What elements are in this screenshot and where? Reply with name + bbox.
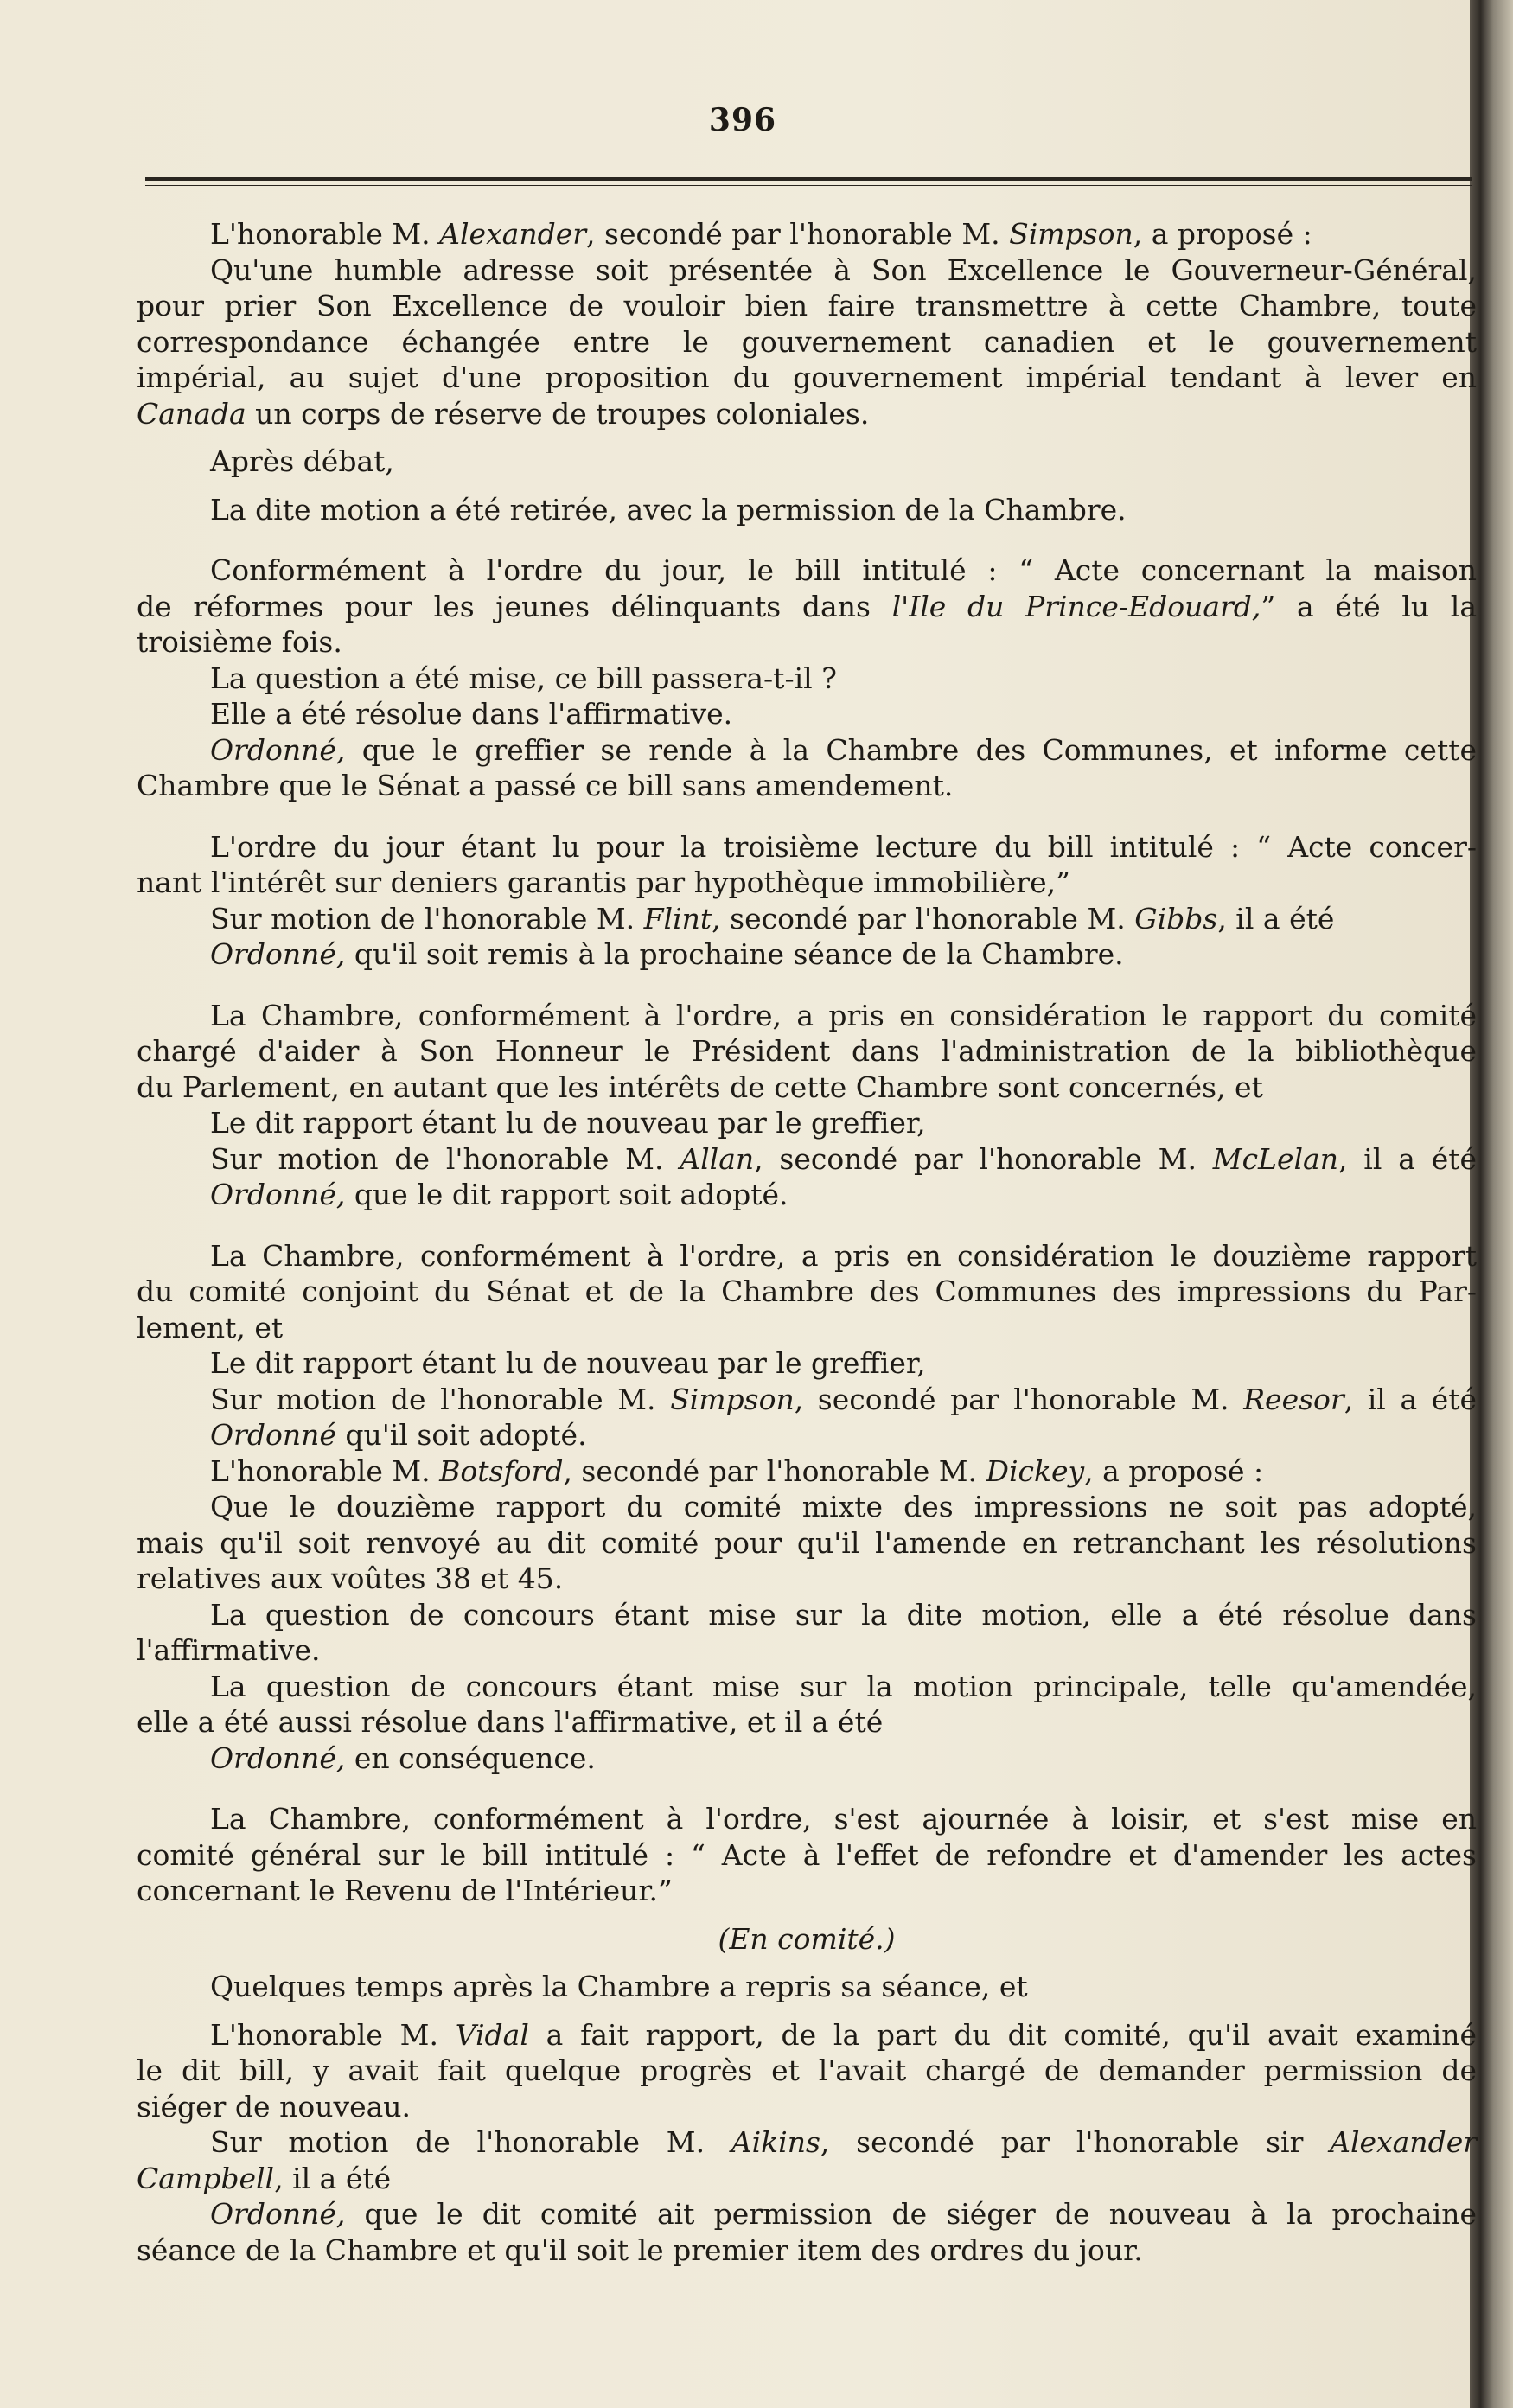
motion-retiree: La dite motion a été retirée, avec la permission de la Chambre. bbox=[210, 492, 1127, 527]
paragraph-bill-reformes: Conformément à l'ordre du jour, le bill intitulé : “ Acte concernant la maison de réformes pour les jeunes délinquants dans l'Ile du Prince-Edouard,” a été lu la troisième fois. La question a été mise, ce bill passera-t-il ? Elle a été résolue dans l'affirmative. Ordonné, que le greffier se rende à la Chambre des Communes, et informe cette Chambre que le Sénat a passé ce bill sans amendement. bbox=[137, 553, 1478, 802]
page-number: 396 bbox=[708, 102, 777, 138]
paragraph-impressions: La Chambre, conformément à l'ordre, a pris en considération le douzième rapport du comité conjoint du Sénat et de la Chambre des Communes des impressions du Par- lement, et Le dit rapport étant lu de nouveau par le greffier, Sur motion de l'honorable M. Simpson, secondé par l'honorable M. Reesor, il a été Ordonné qu'il soit adopté. L'honorable M. Botsford, secondé par l'honorable M. Dickey, a proposé : Que le douzième rapport du comité mixte des impressions ne soit pas adopté, mais qu'il soit renvoyé au dit comité pour qu'il l'amende en retranchant les résolutions relatives aux voûtes 38 et 45. La question de concours étant mise sur la dite motion, elle a été résolue dans l'affirmative. La question de concours étant mise sur la motion principale, telle qu'amendée, elle a été aussi résolue dans l'affirmative, et il a été Ordonné, en conséquence. bbox=[137, 1238, 1478, 1775]
paragraph-rapport-vidal: L'honorable M. Vidal a fait rapport, de la part du dit comité, qu'il avait examiné le dit bill, y avait fait quelque progrès et l'avait chargé de demander permission de siéger de nouveau. Sur motion de l'honorable M. Aikins, secondé par l'honorable sir Alexander Campbell, il a été Ordonné, que le dit comité ait permission de siéger de nouveau à la prochaine séance de la Chambre et qu'il soit le premier item des ordres du jour. bbox=[137, 2017, 1477, 2267]
apres-debat: Après débat, bbox=[210, 444, 394, 478]
paragraph-adresse: Qu'une humble adresse soit présentée à Son Excellence le Gouverneur-Général, pour prier Son Excellence de vouloir bien faire transmettre à cette Chambre, toute correspondance échangée entre le gouvernement canadien et le gouvernement impérial, au sujet d'une proposition du gouvernement impérial tendant à lever en Canada un corps de réserve de troupes coloniales. bbox=[137, 252, 1477, 431]
paragraph-interet-deniers: L'ordre du jour étant lu pour la troisième lecture du bill intitulé : “ Acte concer- nant l'intérêt sur deniers garantis par hypothèque immobilière,” Sur motion de l'honorable M. Flint, secondé par l'honorable M. Gibbs, il a été Ordonné, qu'il soit remis à la prochaine séance de la Chambre. bbox=[137, 829, 1477, 971]
header-rule-thick bbox=[145, 177, 1472, 181]
en-comite-heading: (En comité.) bbox=[718, 1921, 896, 1956]
paragraph-revenu-interieur: La Chambre, conformément à l'ordre, s'est ajournée à loisir, et s'est mise en comité général sur le bill intitulé : “ Acte à l'effet de refondre et d'amender les actes concernant le Revenu de l'Intérieur.” bbox=[137, 1802, 1477, 1907]
paragraph-motion-alexander: L'honorable M. Alexander, secondé par l'honorable M. Simpson, a proposé : bbox=[210, 217, 1312, 251]
name-simpson: Simpson bbox=[1009, 217, 1133, 251]
page-body bbox=[137, 216, 1477, 2268]
paragraph-bibliotheque: La Chambre, conformément à l'ordre, a pris en considération le rapport du comité chargé d'aider à Son Honneur le Président dans l'administration de la bibliothèque du Parlement, en autant que les intérêts de cette Chambre sont concernés, et Le dit rapport étant lu de nouveau par le greffier, Sur motion de l'honorable M. Allan, secondé par l'honorable M. McLelan, il a été Ordonné, que le dit rapport soit adopté. bbox=[137, 998, 1478, 1211]
reprise-seance: Quelques temps après la Chambre a repris sa séance, et bbox=[210, 1970, 1028, 2003]
header-rule-thin bbox=[145, 185, 1472, 186]
name-alexander: Alexander bbox=[439, 217, 587, 251]
